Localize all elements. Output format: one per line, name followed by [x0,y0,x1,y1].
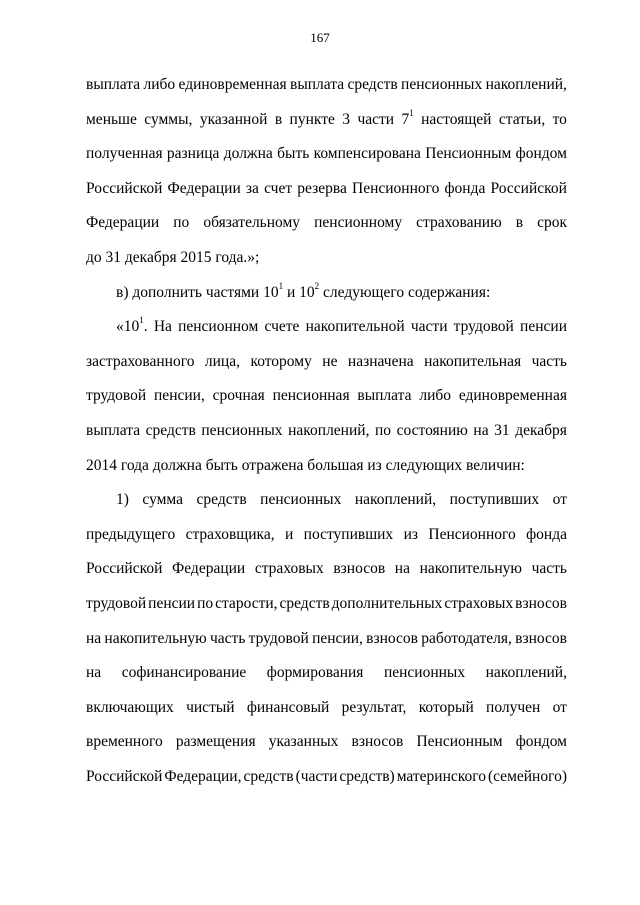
text-line: выплата либо единовременная выплата средств пенсионных накоплений, [86,76,567,93]
text-line: полученная разница должна быть компенсирована Пенсионным фондом [86,145,567,163]
text-line: меньше суммы, указанной в пункте 3 части $7^1$ настоящей статьи, то [86,107,567,128]
body-text [86,68,567,794]
text-line: до 31 декабря 2015 года.»; [86,248,260,266]
text-line: трудовой пенсии по старости, средств дополнительных страховых взносов [86,594,567,612]
text-line: 1) сумма средств пенсионных накоплений, поступивших от [116,491,567,509]
text-line: в) дополнить частями $10^1$ и $10^2$ следующего содержания: [116,280,491,301]
text-line: застрахованного лица, которому не назначена накопительная часть [86,352,567,370]
text-line: трудовой пенсии, срочная пенсионная выплата либо единовременная [86,387,567,405]
text-line: Российской Федерации за счет резерва Пенсионного фонда Российской [86,179,567,197]
text-line: Российской Федерации, средств (части средств) материнского (семейного) [86,767,567,785]
page-number: 167 [310,30,330,45]
text-line: на софинансирование формирования пенсионных накоплений, [86,664,567,682]
text-line: «$10^1$. На пенсионном счете накопительной части трудовой пенсии [116,315,567,336]
text-line: Российской Федерации страховых взносов на накопительную часть [86,560,567,578]
text-line: выплата средств пенсионных накоплений, по состоянию на 31 декабря [86,421,567,439]
text-line: предыдущего страховщика, и поступивших из Пенсионного фонда [86,525,567,543]
text-line: 2014 года должна быть отражена большая из следующих величин: [86,456,525,474]
text-line: на накопительную часть трудовой пенсии, взносов работодателя, взносов [86,629,567,647]
text-line: временного размещения указанных взносов Пенсионным фондом [86,733,567,751]
text-line: Федерации по обязательному пенсионному страхованию в срок [86,214,567,232]
text-line: включающих чистый финансовый результат, который получен от [86,698,567,716]
